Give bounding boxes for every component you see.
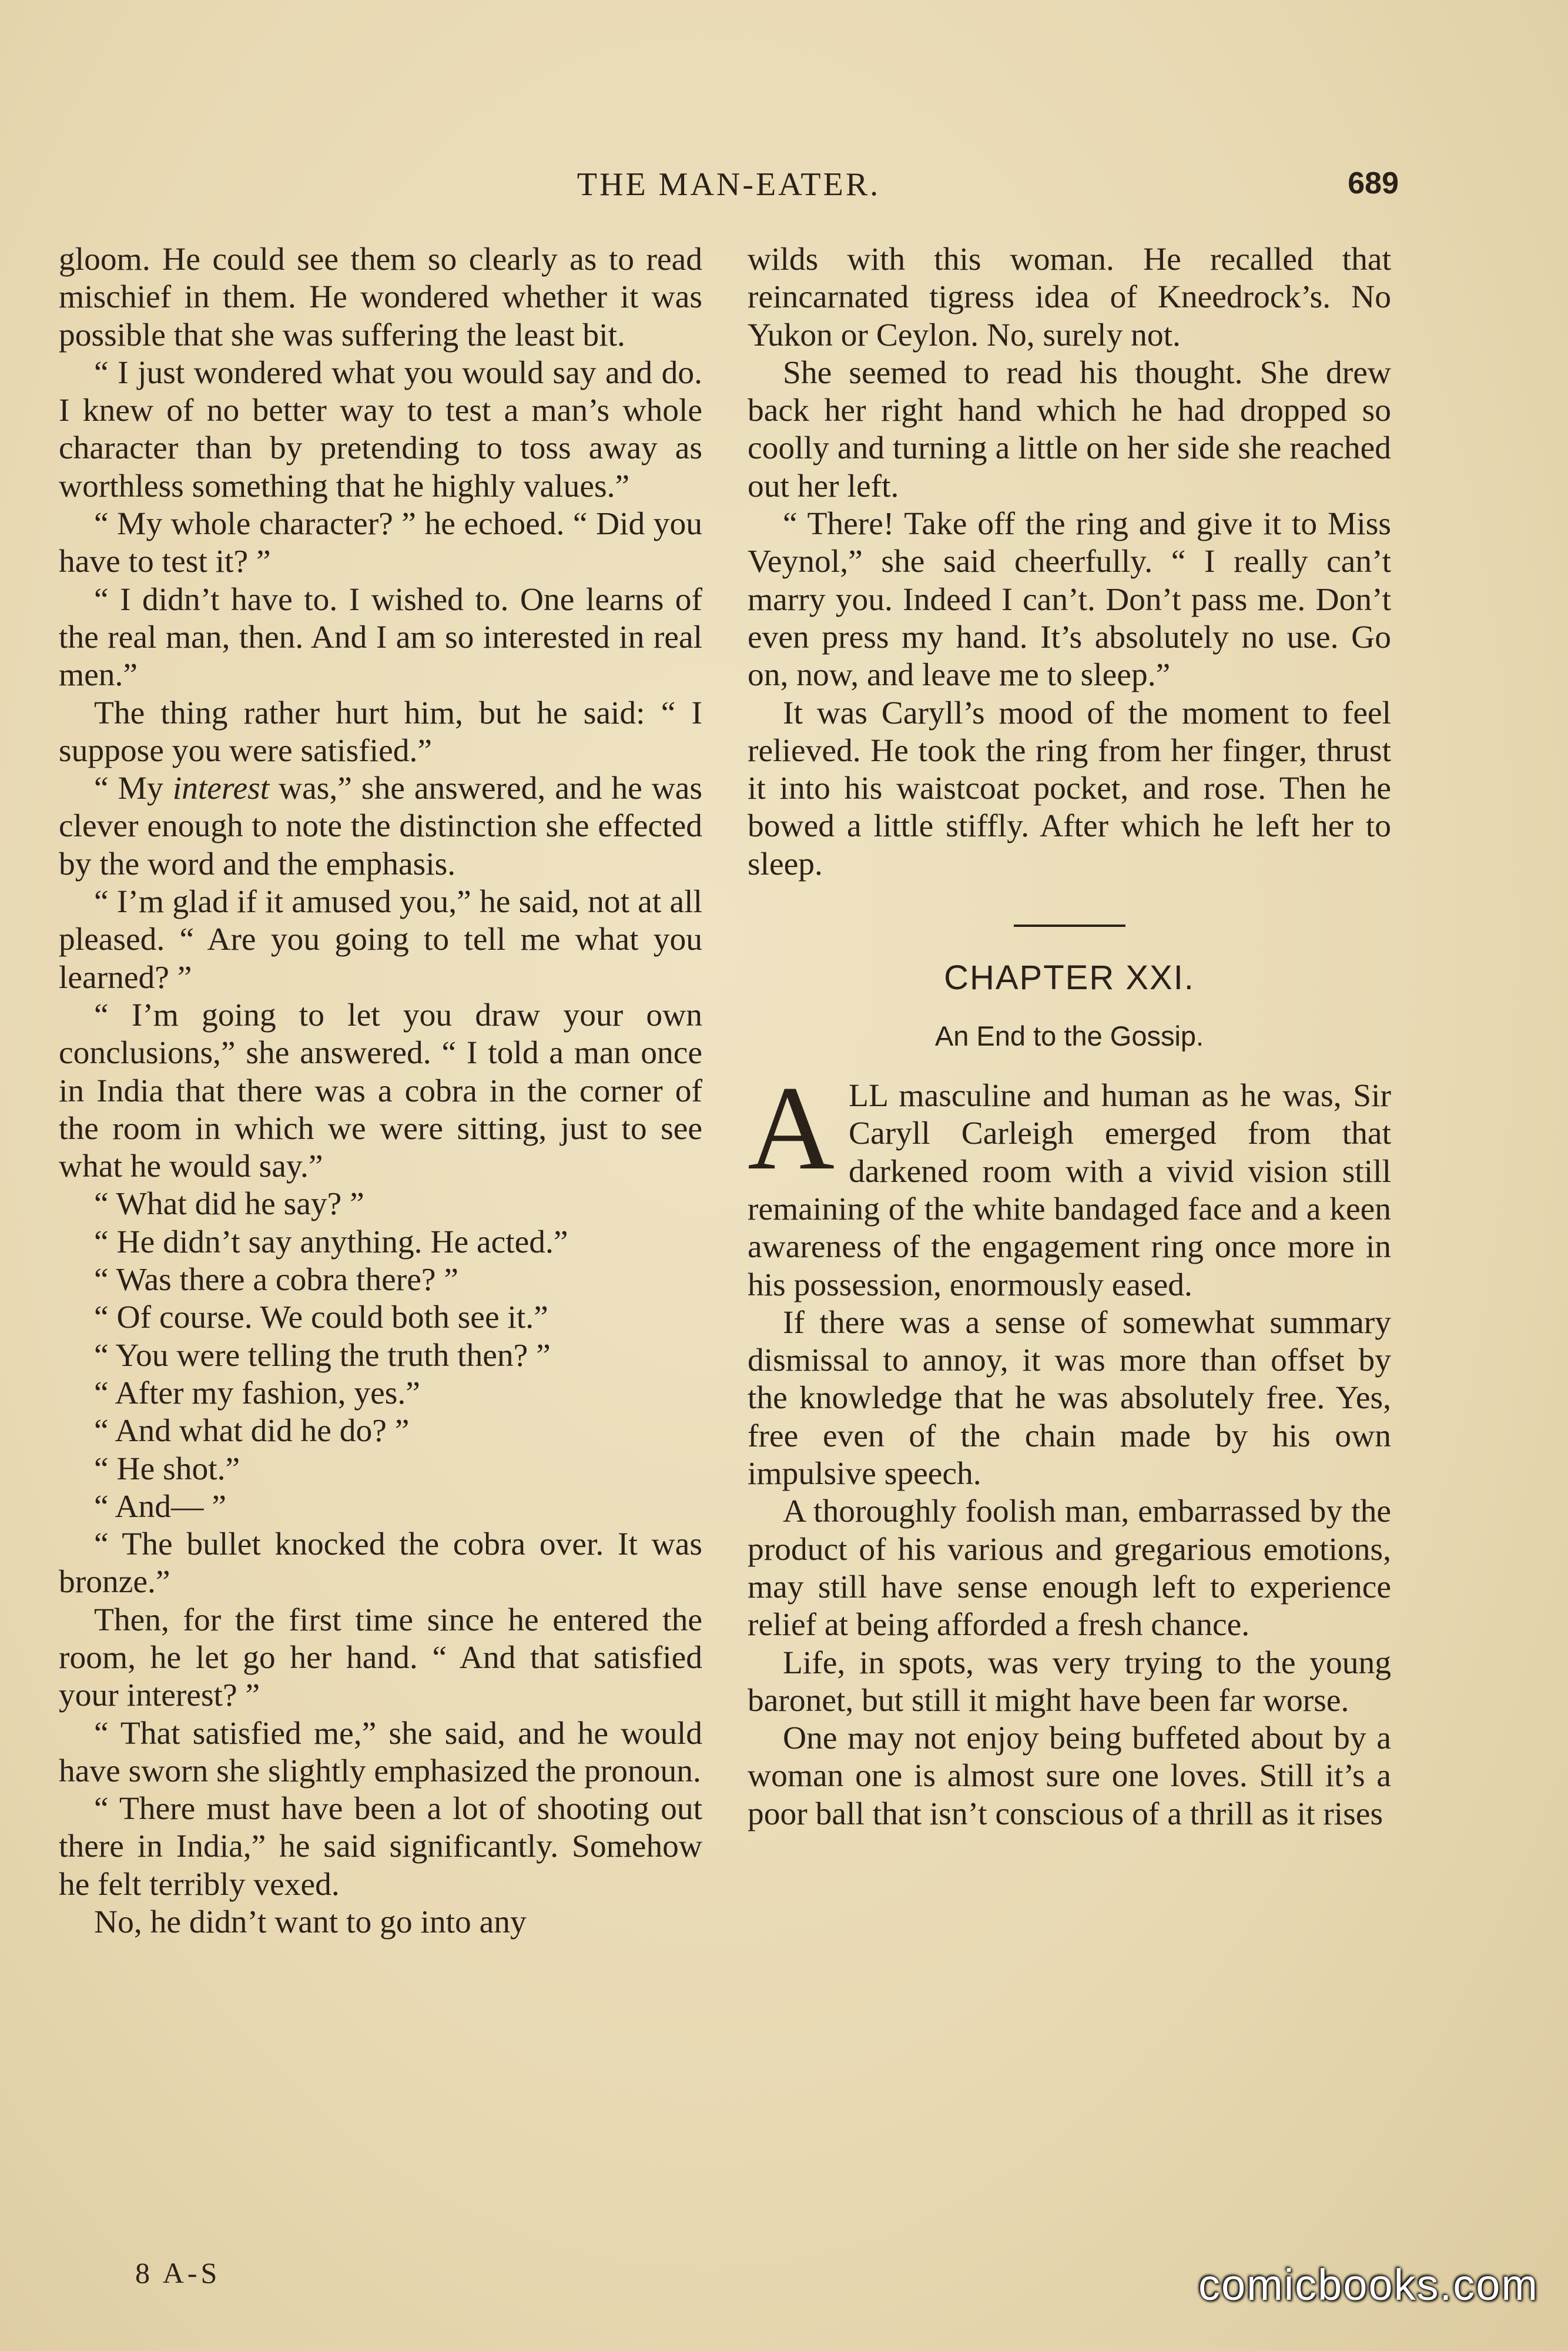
chapter-opening-paragraph bbox=[748, 1061, 1391, 1304]
paragraph: One may not enjoy being buffeted about by a woman one is almost sure one loves. Still it’s a poor ball that isn’t conscious of a thrill as it rises bbox=[748, 1720, 1391, 1832]
paragraph: “ What did he say? ” bbox=[94, 1186, 364, 1223]
paragraph: If there was a sense of somewhat summary dismissal to annoy, it was more than offset by the knowledge that he was absolutely free. Yes, free even of the chain made by his own impulsive speech. bbox=[748, 1304, 1391, 1492]
text-run: LL masculine and human as he was, Sir Caryll Carleigh emerged from that darkened room with a vivid vision still remaining of the white bandaged face and a keen awareness of the engagement ring once more in his possession, enormously eased. bbox=[748, 1078, 1391, 1303]
watermark: comicbooks.com bbox=[1198, 2260, 1539, 2309]
page-number: 689 bbox=[1348, 166, 1399, 200]
paragraph: “ There! Take off the ring and give it to Miss Veynol,” she said cheerfully. “ I really can’t marry you. Indeed I can’t. Don’t pass me. Don’t even press my hand. It’s absolutely no use. Go on, now, and leave me to sleep.” bbox=[748, 506, 1391, 694]
paragraph: “ I didn’t have to. I wished to. One learns of the real man, then. And I am so interested in real men.” bbox=[59, 581, 702, 694]
chapter-subtitle: An End to the Gossip. bbox=[934, 1020, 1204, 1052]
paragraph: “ He shot.” bbox=[94, 1451, 240, 1487]
chapter-title: CHAPTER XXI. bbox=[944, 959, 1195, 997]
text-run: “ My bbox=[94, 771, 173, 807]
paragraph: gloom. He could see them so clearly as to read mischief in them. He wondered whether it was possible that she was suffering the least bit. bbox=[59, 242, 702, 353]
page-header bbox=[59, 166, 1399, 213]
section-divider bbox=[1014, 925, 1125, 927]
paragraph: A thoroughly foolish man, embarrassed by the product of his various and gregarious emotions, may still have sense enough left to experience relief at being afforded a fresh chance. bbox=[748, 1493, 1391, 1643]
paragraph: “ There must have been a lot of shooting out there in India,” he said significantly. Somehow he felt terribly vexed. bbox=[59, 1791, 702, 1903]
printer-signature: 8 A-S bbox=[135, 2256, 221, 2289]
paragraph: “ I just wondered what you would say and do. I knew of no better way to test a man’s whole character than by pretending to toss away as worthless something that he highly values.” bbox=[59, 354, 702, 504]
drop-cap: A bbox=[748, 1061, 835, 1195]
paragraph: “ After my fashion, yes.” bbox=[94, 1375, 420, 1411]
paragraph: “ And— ” bbox=[94, 1488, 227, 1525]
paragraph: “ You were telling the truth then? ” bbox=[94, 1337, 551, 1374]
paragraph: “ And what did he do? ” bbox=[94, 1413, 410, 1449]
paragraph: “ The bullet knocked the cobra over. It was bronze.” bbox=[59, 1526, 702, 1600]
right-column bbox=[748, 241, 1391, 1833]
paragraph: The thing rather hurt him, but he said: “ I suppose you were satisfied.” bbox=[59, 695, 702, 769]
paragraph: Then, for the first time since he entered the room, he let go her hand. “ And that satisfied your interest? ” bbox=[59, 1602, 702, 1714]
paragraph: “ My whole character? ” he echoed. “ Did you have to test it? ” bbox=[59, 506, 702, 580]
paragraph: “ Was there a cobra there? ” bbox=[94, 1262, 459, 1298]
left-column bbox=[59, 241, 702, 1941]
paragraph: “ Of course. We could both see it.” bbox=[94, 1300, 548, 1336]
text-run: was,” she answered, and he was clever enough to note the distinction she effected by the word and the emphasis. bbox=[59, 771, 703, 882]
paragraph: “ I’m glad if it amused you,” he said, not at all pleased. “ Are you going to tell me what you learned? ” bbox=[59, 884, 702, 996]
paragraph-interest bbox=[59, 770, 702, 883]
paragraph: It was Caryll’s mood of the moment to feel relieved. He took the ring from her finger, thrust it into his waistcoat pocket, and rose. Then he bowed a little stiffly. After which he left her to sleep. bbox=[748, 695, 1391, 882]
emphasized-word: interest bbox=[172, 771, 270, 807]
paragraph: wilds with this woman. He recalled that reincarnated tigress idea of Kneedrock’s. No Yukon or Ceylon. No, surely not. bbox=[748, 242, 1391, 353]
paragraph: Life, in spots, was very trying to the young baronet, but still it might have been far worse. bbox=[748, 1645, 1391, 1719]
paragraph: No, he didn’t want to go into any bbox=[94, 1904, 527, 1941]
running-title: THE MAN-EATER. bbox=[577, 166, 881, 203]
paragraph: She seemed to read his thought. She drew back her right hand which he had dropped so coolly and turning a little on her side she reached out her left. bbox=[748, 354, 1391, 504]
paragraph: “ That satisfied me,” she said, and he would have sworn she slightly emphasized the pronoun. bbox=[59, 1715, 702, 1789]
paragraph: “ I’m going to let you draw your own conclusions,” she answered. “ I told a man once in India that there was a cobra in the corner of the room in which we were sitting, just to see what he would say.” bbox=[59, 997, 702, 1185]
paragraph: “ He didn’t say anything. He acted.” bbox=[94, 1224, 568, 1260]
